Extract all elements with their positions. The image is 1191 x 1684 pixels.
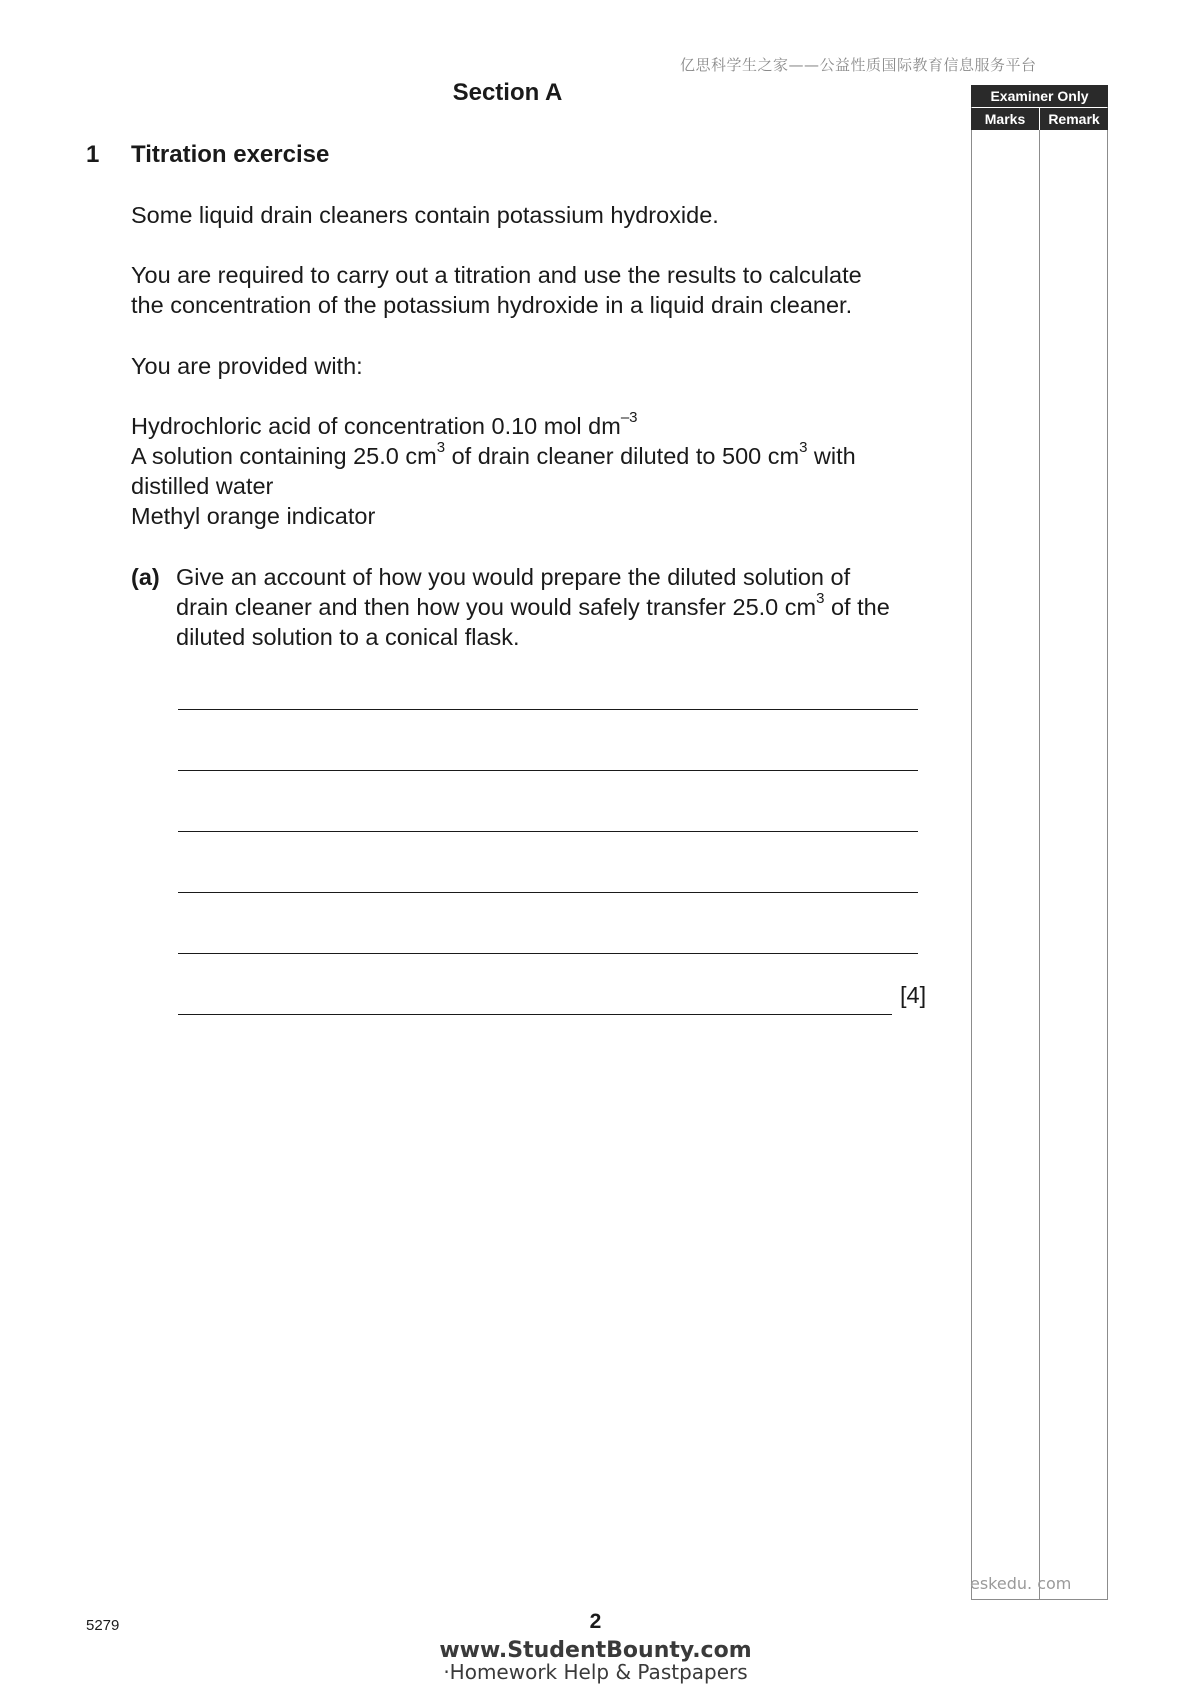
answer-line[interactable] [178, 709, 918, 710]
studentbounty-logo-url: www.StudentBounty.com [439, 1638, 752, 1663]
remark-header: Remark [1048, 111, 1100, 127]
examiner-column-divider [1039, 108, 1040, 1600]
page-number: 2 [589, 1610, 602, 1633]
part-a-line-2-sup: 3 [816, 590, 825, 608]
answer-line[interactable] [178, 892, 918, 893]
studentbounty-logo-tagline: ·Homework Help & Pastpapers [443, 1660, 748, 1684]
acid-unit-superscript: –3 [620, 409, 638, 427]
instruction-line-1: You are required to carry out a titration and use the results to calculate [131, 262, 862, 288]
section-title: Section A [452, 79, 563, 106]
part-a-question [176, 562, 926, 652]
question-title: Titration exercise [131, 141, 330, 168]
answer-line[interactable] [178, 770, 918, 771]
provided-item-solution-line2: distilled water [131, 473, 274, 499]
marks-header: Marks [984, 111, 1026, 127]
solution-text-1: A solution containing 25.0 cm [131, 443, 437, 469]
part-a-marks: [4] [900, 982, 927, 1008]
solution-text-3: with [807, 443, 856, 469]
intro-text: Some liquid drain cleaners contain potassium hydroxide. [131, 202, 719, 228]
provided-item-acid [131, 411, 638, 441]
examiner-subheader-divider [1039, 108, 1040, 130]
part-a-line-1: Give an account of how you would prepare the diluted solution of [176, 564, 851, 590]
acid-text: Hydrochloric acid of concentration 0.10 mol dm [131, 413, 621, 439]
solution-sup-2: 3 [799, 439, 808, 457]
solution-text-2: of drain cleaner diluted to 500 cm [445, 443, 800, 469]
paper-code: 5279 [86, 1617, 120, 1634]
part-a-line-2-text: drain cleaner and then how you would safely transfer 25.0 cm [176, 594, 817, 620]
answer-line[interactable] [178, 953, 918, 954]
part-a-label: (a) [131, 564, 160, 590]
provided-item-indicator: Methyl orange indicator [131, 503, 376, 529]
solution-sup-1: 3 [436, 439, 446, 457]
provided-heading: You are provided with: [131, 353, 363, 379]
examiner-only-header: Examiner Only [971, 85, 1108, 107]
instruction-line-2: the concentration of the potassium hydroxide in a liquid drain cleaner. [131, 292, 853, 318]
part-a-line-3: diluted solution to a conical flask. [176, 624, 520, 650]
question-number: 1 [86, 141, 100, 168]
footer-watermark: eskedu. com [970, 1574, 1072, 1593]
answer-line[interactable] [178, 831, 918, 832]
answer-line[interactable] [178, 1014, 892, 1015]
part-a-line-2 [176, 592, 926, 622]
header-watermark: 亿思科学生之家——公益性质国际教育信息服务平台 [680, 56, 1037, 74]
provided-item-solution [131, 441, 856, 471]
part-a-line-2-end: of the [824, 594, 890, 620]
